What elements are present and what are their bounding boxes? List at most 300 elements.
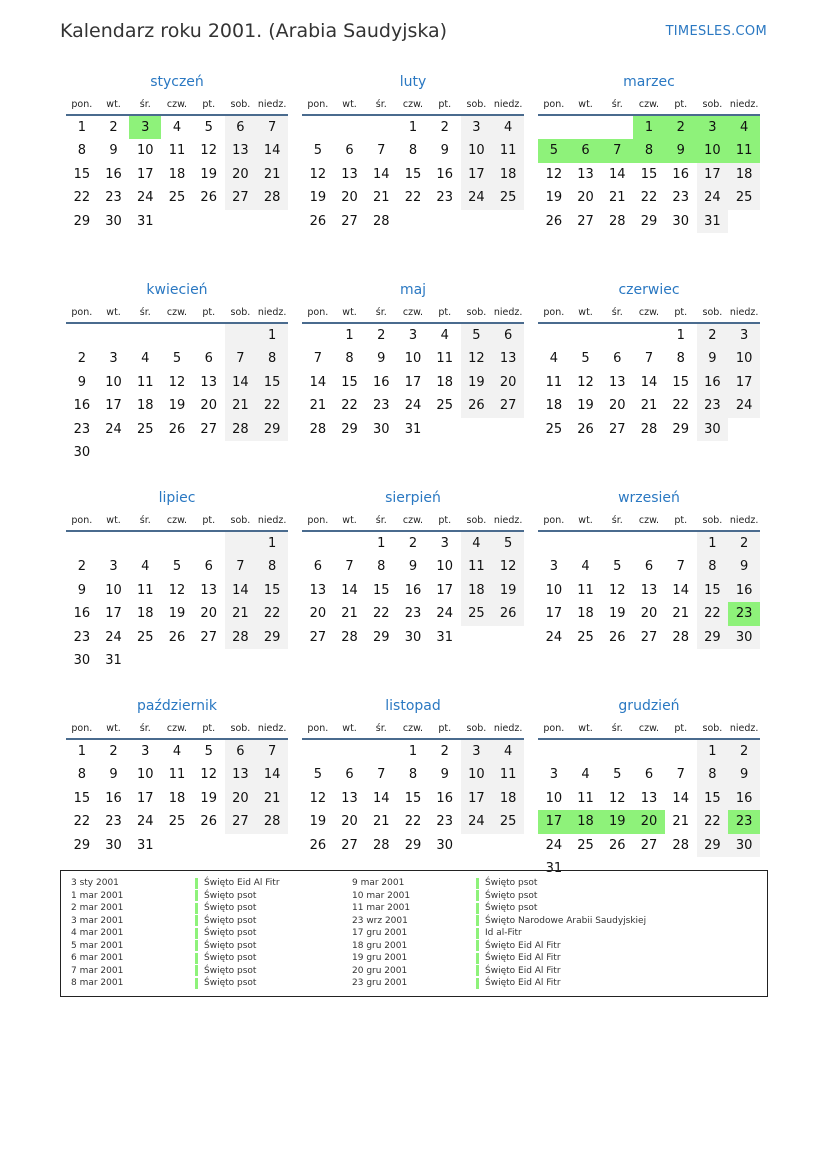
month-name: wrzesień xyxy=(618,490,680,506)
day-cell: 23 xyxy=(73,421,91,437)
day-cell: 10 xyxy=(545,790,563,806)
day-cell: 5 xyxy=(613,767,622,783)
day-cell: 27 xyxy=(309,629,327,645)
day-cell: 24 xyxy=(137,814,154,830)
day-cell: 8 xyxy=(697,555,729,578)
day-cell: 5 xyxy=(204,744,213,759)
day-cell: 20 xyxy=(309,606,327,622)
day-cell: 18 xyxy=(137,398,154,414)
legend-column-left xyxy=(71,877,280,990)
day-cell: 12 xyxy=(200,767,217,783)
day-cell: 2 xyxy=(109,120,118,135)
day-cell: 26 xyxy=(545,213,563,229)
day-cell: 2 xyxy=(728,740,760,763)
day-cell: 13 xyxy=(225,763,257,786)
day-cell: 3 xyxy=(141,744,150,759)
day-cell: 9 xyxy=(77,374,86,390)
day-cell: 8 xyxy=(676,351,685,367)
month-block xyxy=(66,486,288,694)
day-cell: 28 xyxy=(225,418,257,441)
weekday-label: wt. xyxy=(578,99,593,110)
day-cell: 1 xyxy=(633,116,665,139)
day-cell: 19 xyxy=(309,190,327,206)
weekday-label: wt. xyxy=(106,307,121,318)
day-cell: 18 xyxy=(492,787,524,810)
legend-holiday-name: Święto Eid Al Fitr xyxy=(485,940,561,951)
day-cell: 22 xyxy=(404,814,422,830)
month-block xyxy=(538,70,760,278)
day-cell: 17 xyxy=(461,163,493,186)
day-cell: 6 xyxy=(225,116,257,139)
day-cell: 18 xyxy=(436,374,453,390)
empty-day-cell xyxy=(570,116,602,139)
day-cell: 26 xyxy=(309,213,327,229)
day-cell: 3 xyxy=(461,116,493,139)
legend-date: 4 mar 2001 xyxy=(71,928,124,939)
day-cell: 26 xyxy=(168,421,186,437)
weekday-label: śr. xyxy=(375,307,387,318)
day-cell: 11 xyxy=(168,143,186,159)
legend-date: 18 gru 2001 xyxy=(352,940,408,951)
empty-day-cell xyxy=(538,532,570,555)
day-cell: 16 xyxy=(105,166,122,182)
weekday-label: czw. xyxy=(638,515,660,526)
day-cell: 13 xyxy=(200,582,217,598)
day-cell: 22 xyxy=(640,190,658,206)
day-cell: 20 xyxy=(577,190,594,206)
day-cell: 12 xyxy=(168,374,186,390)
day-cell: 11 xyxy=(168,767,186,783)
weekday-label: sob. xyxy=(702,99,723,110)
day-cell: 14 xyxy=(609,166,626,182)
day-cell: 8 xyxy=(408,143,418,159)
day-cell: 9 xyxy=(77,582,86,598)
legend-row xyxy=(352,902,646,915)
empty-day-cell xyxy=(193,532,225,555)
day-cell: 11 xyxy=(461,555,493,578)
day-cell: 25 xyxy=(436,398,453,414)
weekday-label: czw. xyxy=(402,515,424,526)
day-cell: 20 xyxy=(341,190,358,206)
day-cell: 24 xyxy=(105,629,122,645)
month-block xyxy=(66,70,288,278)
day-cell: 17 xyxy=(728,371,760,394)
empty-day-cell xyxy=(161,324,193,347)
day-cell: 9 xyxy=(109,767,118,783)
day-cell: 28 xyxy=(256,186,288,209)
day-cell: 7 xyxy=(601,139,633,162)
day-cell: 15 xyxy=(341,374,358,390)
holiday-legend xyxy=(60,870,768,997)
day-cell: 1 xyxy=(377,536,386,551)
day-grid xyxy=(538,532,760,649)
weekday-label: wt. xyxy=(342,515,357,526)
weekday-header xyxy=(66,302,288,324)
legend-row xyxy=(71,890,280,903)
legend-date: 8 mar 2001 xyxy=(71,978,124,989)
month-name: marzec xyxy=(623,74,675,90)
day-cell: 29 xyxy=(404,837,422,853)
day-cell: 20 xyxy=(341,814,358,830)
holiday-color-marker xyxy=(476,890,479,901)
legend-date: 7 mar 2001 xyxy=(71,965,124,976)
legend-holiday-name: Święto psot xyxy=(204,953,257,964)
weekday-label: sob. xyxy=(466,307,487,318)
day-cell: 20 xyxy=(633,810,665,833)
legend-holiday-name: Święto Eid Al Fitr xyxy=(485,978,561,989)
day-cell: 11 xyxy=(137,374,154,390)
holiday-color-marker xyxy=(195,978,198,989)
empty-day-cell xyxy=(66,324,98,347)
holiday-color-marker xyxy=(195,890,198,901)
day-cell: 20 xyxy=(225,163,257,186)
day-grid xyxy=(538,740,760,880)
day-cell: 30 xyxy=(728,626,760,649)
month-block xyxy=(538,278,760,486)
day-cell: 10 xyxy=(461,763,493,786)
legend-row xyxy=(71,952,280,965)
empty-day-cell xyxy=(302,740,334,763)
weekday-label: sob. xyxy=(702,307,723,318)
day-cell: 20 xyxy=(200,606,217,622)
day-cell: 12 xyxy=(609,790,626,806)
day-cell: 9 xyxy=(377,351,386,367)
legend-row xyxy=(71,977,280,990)
day-cell: 31 xyxy=(105,652,122,668)
day-cell: 14 xyxy=(309,374,327,390)
day-cell: 13 xyxy=(341,790,358,806)
day-cell: 6 xyxy=(204,351,213,367)
empty-day-cell xyxy=(302,116,334,139)
day-cell: 12 xyxy=(309,790,327,806)
day-cell: 13 xyxy=(309,582,327,598)
legend-date: 1 mar 2001 xyxy=(71,890,124,901)
empty-day-cell xyxy=(66,532,98,555)
day-cell: 8 xyxy=(377,559,386,575)
weekday-label: sob. xyxy=(230,307,251,318)
month-block xyxy=(66,278,288,486)
day-cell: 24 xyxy=(404,398,422,414)
weekday-label: czw. xyxy=(638,99,660,110)
day-grid xyxy=(302,324,524,441)
day-grid xyxy=(302,740,524,857)
day-cell: 21 xyxy=(640,398,658,414)
empty-day-cell xyxy=(98,324,130,347)
day-cell: 19 xyxy=(545,190,563,206)
legend-date: 3 sty 2001 xyxy=(71,878,119,889)
day-cell: 29 xyxy=(697,834,729,857)
day-cell: 15 xyxy=(672,374,689,390)
day-cell: 18 xyxy=(137,606,154,622)
weekday-label: niedz. xyxy=(257,515,287,526)
month-name: maj xyxy=(399,282,427,298)
weekday-label: pt. xyxy=(674,723,688,734)
day-cell: 28 xyxy=(256,810,288,833)
day-cell: 5 xyxy=(613,559,622,575)
weekday-label: pon. xyxy=(307,515,329,526)
month-name: luty xyxy=(399,74,427,90)
day-cell: 15 xyxy=(697,579,729,602)
day-cell: 5 xyxy=(581,351,590,367)
page-title: Kalendarz roku 2001. (Arabia Saudyjska) xyxy=(60,20,448,42)
weekday-label: pon. xyxy=(307,99,329,110)
weekday-label: niedz. xyxy=(257,307,287,318)
day-cell: 10 xyxy=(697,139,729,162)
empty-day-cell xyxy=(334,116,366,139)
day-cell: 23 xyxy=(105,190,122,206)
day-cell: 3 xyxy=(109,559,118,575)
holiday-color-marker xyxy=(476,953,479,964)
day-cell: 18 xyxy=(461,579,493,602)
weekday-label: niedz. xyxy=(729,515,759,526)
weekday-label: wt. xyxy=(578,307,593,318)
day-cell: 12 xyxy=(577,374,594,390)
legend-row xyxy=(352,890,646,903)
empty-day-cell xyxy=(334,532,366,555)
day-cell: 22 xyxy=(404,190,422,206)
day-cell: 5 xyxy=(313,767,322,783)
day-cell: 20 xyxy=(200,398,217,414)
holiday-color-marker xyxy=(476,878,479,889)
day-cell: 23 xyxy=(728,810,760,833)
day-cell: 14 xyxy=(672,790,689,806)
legend-date: 23 gru 2001 xyxy=(352,978,408,989)
day-cell: 5 xyxy=(204,120,213,135)
day-cell: 10 xyxy=(404,351,422,367)
day-cell: 25 xyxy=(168,190,186,206)
day-cell: 13 xyxy=(492,347,524,370)
legend-row xyxy=(352,927,646,940)
legend-date: 10 mar 2001 xyxy=(352,890,411,901)
day-cell: 19 xyxy=(309,814,327,830)
weekday-label: niedz. xyxy=(257,723,287,734)
day-cell: 8 xyxy=(256,347,288,370)
day-cell: 17 xyxy=(545,606,563,622)
empty-day-cell xyxy=(302,532,334,555)
day-cell: 23 xyxy=(436,190,453,206)
weekday-label: pt. xyxy=(438,307,452,318)
day-cell: 21 xyxy=(256,787,288,810)
legend-holiday-name: Id al-Fitr xyxy=(485,928,522,939)
day-cell: 26 xyxy=(309,837,327,853)
weekday-label: wt. xyxy=(106,99,121,110)
day-cell: 20 xyxy=(640,606,658,622)
day-cell: 23 xyxy=(672,190,689,206)
holiday-color-marker xyxy=(195,878,198,889)
day-cell: 14 xyxy=(373,790,390,806)
day-cell: 13 xyxy=(341,166,358,182)
legend-holiday-name: Święto psot xyxy=(485,878,538,889)
day-cell: 12 xyxy=(309,166,327,182)
day-cell: 4 xyxy=(581,767,590,783)
day-grid xyxy=(66,324,288,464)
weekday-label: sob. xyxy=(230,515,251,526)
day-cell: 4 xyxy=(172,744,182,759)
legend-row xyxy=(352,877,646,890)
day-cell: 16 xyxy=(436,166,453,182)
day-cell: 10 xyxy=(105,374,122,390)
day-cell: 6 xyxy=(644,767,654,783)
holiday-color-marker xyxy=(195,953,198,964)
day-cell: 13 xyxy=(609,374,626,390)
day-cell: 1 xyxy=(256,324,288,347)
weekday-header xyxy=(538,510,760,532)
day-cell: 25 xyxy=(137,629,154,645)
day-cell: 13 xyxy=(200,374,217,390)
empty-day-cell xyxy=(601,324,633,347)
day-cell: 20 xyxy=(492,371,524,394)
day-cell: 7 xyxy=(676,559,685,575)
day-cell: 29 xyxy=(256,626,288,649)
day-cell: 4 xyxy=(172,120,182,135)
empty-day-cell xyxy=(665,532,697,555)
day-cell: 10 xyxy=(137,143,154,159)
day-cell: 23 xyxy=(697,394,729,417)
holiday-color-marker xyxy=(195,965,198,976)
day-cell: 19 xyxy=(168,606,186,622)
day-cell: 11 xyxy=(545,374,563,390)
month-name: listopad xyxy=(385,698,441,714)
weekday-label: czw. xyxy=(638,307,660,318)
day-cell: 1 xyxy=(345,328,354,343)
day-grid xyxy=(66,740,288,857)
day-cell: 11 xyxy=(436,351,453,367)
legend-row xyxy=(71,927,280,940)
weekday-label: sob. xyxy=(466,99,487,110)
weekday-label: pon. xyxy=(71,723,93,734)
legend-row xyxy=(352,940,646,953)
day-cell: 23 xyxy=(404,606,422,622)
weekday-label: czw. xyxy=(166,723,188,734)
empty-day-cell xyxy=(538,116,570,139)
calendar-grid xyxy=(66,70,760,902)
day-cell: 24 xyxy=(461,810,493,833)
day-cell: 6 xyxy=(345,143,354,159)
holiday-color-marker xyxy=(195,928,198,939)
day-cell: 8 xyxy=(633,139,665,162)
holiday-color-marker xyxy=(476,965,479,976)
day-cell: 21 xyxy=(672,814,689,830)
day-cell: 5 xyxy=(172,351,182,367)
weekday-label: czw. xyxy=(166,99,188,110)
day-cell: 12 xyxy=(200,143,217,159)
day-cell: 29 xyxy=(697,626,729,649)
weekday-label: sob. xyxy=(702,515,723,526)
day-cell: 25 xyxy=(461,602,493,625)
day-cell: 1 xyxy=(77,120,86,135)
holiday-color-marker xyxy=(476,940,479,951)
day-cell: 7 xyxy=(377,143,386,159)
day-cell: 22 xyxy=(697,810,729,833)
legend-date: 9 mar 2001 xyxy=(352,878,405,889)
weekday-label: pt. xyxy=(438,99,452,110)
day-cell: 3 xyxy=(461,740,493,763)
day-cell: 25 xyxy=(545,421,563,437)
weekday-label: pt. xyxy=(438,723,452,734)
day-cell: 27 xyxy=(577,213,594,229)
empty-day-cell xyxy=(302,324,334,347)
weekday-label: śr. xyxy=(375,99,387,110)
day-cell: 26 xyxy=(168,629,186,645)
day-cell: 31 xyxy=(436,629,453,645)
day-cell: 14 xyxy=(341,582,358,598)
day-cell: 21 xyxy=(609,190,626,206)
empty-day-cell xyxy=(334,740,366,763)
day-cell: 7 xyxy=(345,559,354,575)
weekday-label: śr. xyxy=(375,723,387,734)
day-cell: 10 xyxy=(728,347,760,370)
day-grid xyxy=(538,324,760,441)
weekday-label: pon. xyxy=(71,307,93,318)
day-cell: 16 xyxy=(404,582,422,598)
weekday-label: niedz. xyxy=(729,307,759,318)
weekday-label: pt. xyxy=(202,515,216,526)
legend-row xyxy=(71,902,280,915)
weekday-header xyxy=(66,94,288,116)
legend-row xyxy=(352,977,646,990)
day-cell: 30 xyxy=(73,444,91,460)
weekday-label: pon. xyxy=(307,307,329,318)
day-cell: 2 xyxy=(377,328,386,343)
day-cell: 8 xyxy=(345,351,354,367)
legend-date: 11 mar 2001 xyxy=(352,903,411,914)
day-cell: 27 xyxy=(640,837,658,853)
day-cell: 2 xyxy=(77,559,86,575)
day-cell: 31 xyxy=(137,213,154,229)
day-cell: 18 xyxy=(492,163,524,186)
day-cell: 14 xyxy=(672,582,689,598)
day-cell: 28 xyxy=(672,837,689,853)
day-cell: 12 xyxy=(545,166,563,182)
day-cell: 4 xyxy=(440,328,449,343)
day-cell: 22 xyxy=(73,190,91,206)
day-cell: 24 xyxy=(697,186,729,209)
day-cell: 12 xyxy=(168,582,186,598)
day-cell: 15 xyxy=(697,787,729,810)
day-cell: 7 xyxy=(225,347,257,370)
day-cell: 16 xyxy=(697,371,729,394)
day-cell: 14 xyxy=(256,139,288,162)
day-cell: 13 xyxy=(225,139,257,162)
day-cell: 24 xyxy=(137,190,154,206)
day-cell: 4 xyxy=(461,532,493,555)
day-cell: 14 xyxy=(225,371,257,394)
day-cell: 30 xyxy=(436,837,453,853)
day-cell: 1 xyxy=(697,740,729,763)
weekday-header xyxy=(538,718,760,740)
weekday-header xyxy=(302,302,524,324)
empty-day-cell xyxy=(129,532,161,555)
day-grid xyxy=(538,116,760,233)
site-link[interactable]: TIMESLES.COM xyxy=(665,24,767,39)
empty-day-cell xyxy=(129,324,161,347)
day-cell: 21 xyxy=(225,394,257,417)
weekday-label: pon. xyxy=(543,307,565,318)
day-cell: 22 xyxy=(373,606,390,622)
day-cell: 6 xyxy=(225,740,257,763)
day-cell: 15 xyxy=(373,582,390,598)
day-cell: 6 xyxy=(492,324,524,347)
legend-holiday-name: Święto psot xyxy=(204,928,257,939)
day-cell: 23 xyxy=(73,629,91,645)
day-cell: 27 xyxy=(200,421,217,437)
day-cell: 14 xyxy=(373,166,390,182)
day-cell: 27 xyxy=(200,629,217,645)
day-cell: 15 xyxy=(73,166,91,182)
day-cell: 25 xyxy=(728,186,760,209)
day-cell: 24 xyxy=(436,606,453,622)
day-cell: 30 xyxy=(404,629,422,645)
